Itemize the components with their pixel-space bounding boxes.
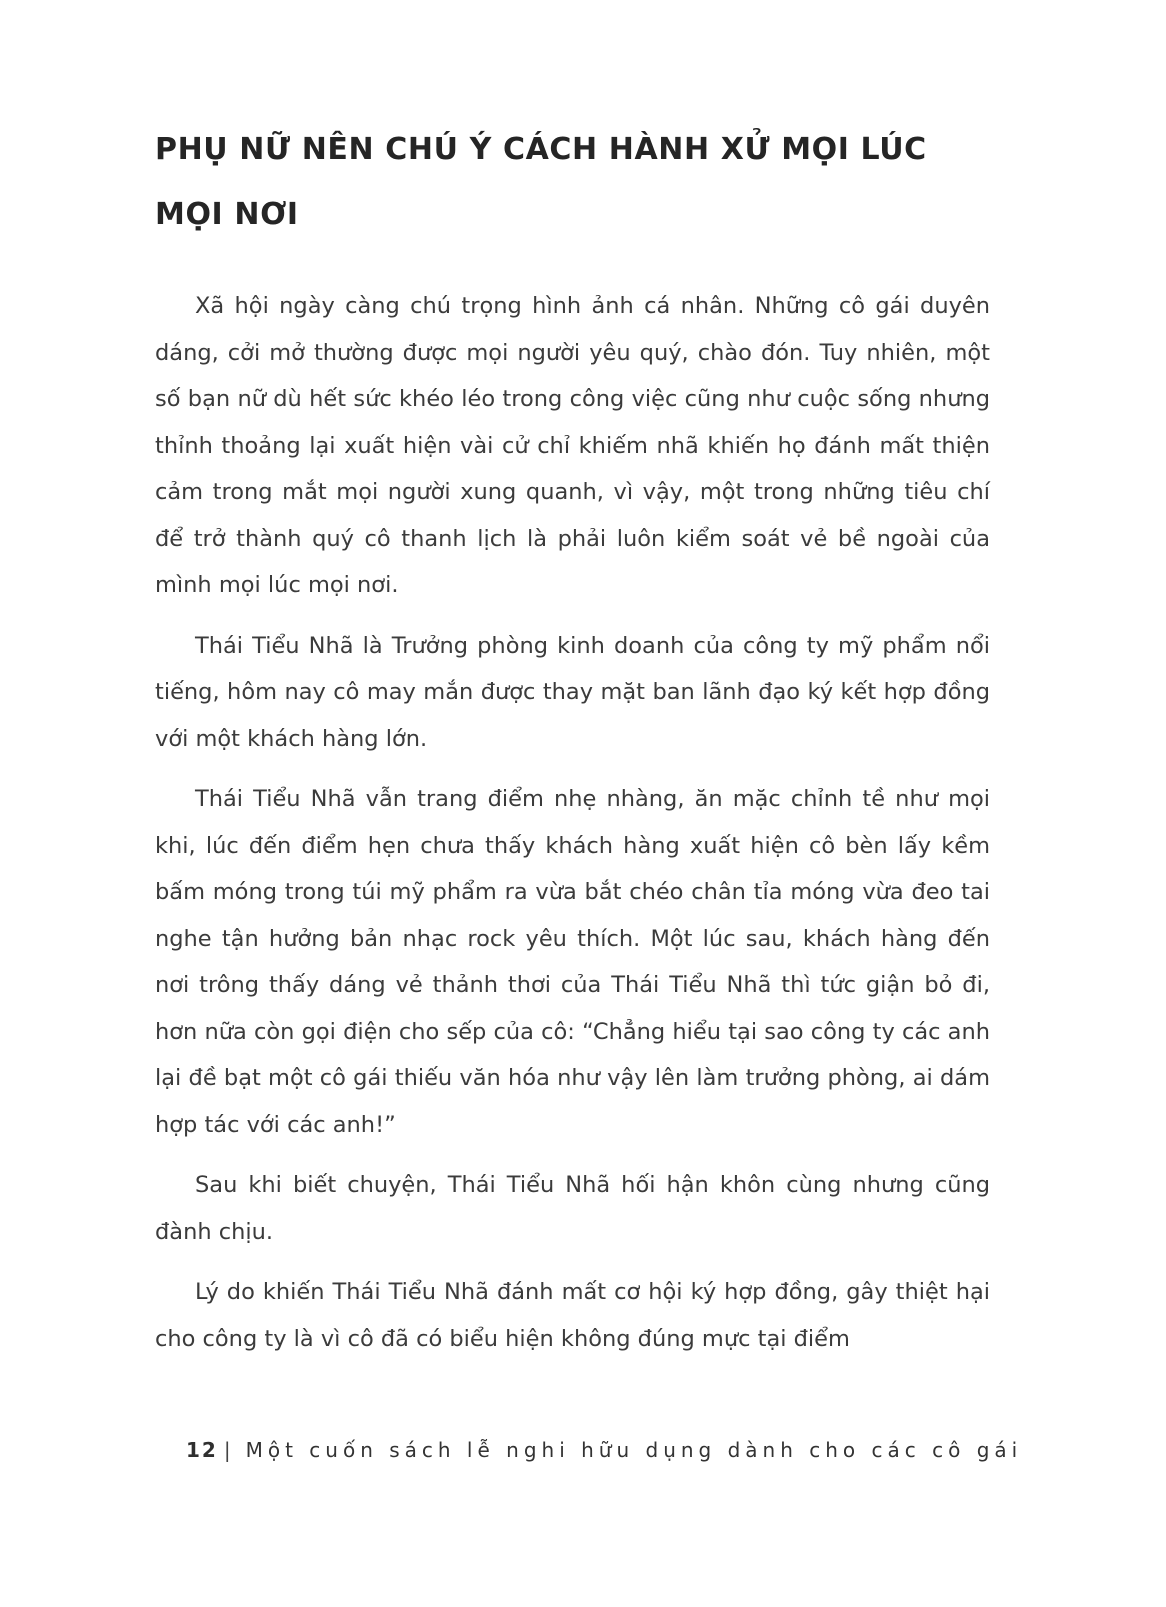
paragraph: Thái Tiểu Nhã là Trưởng phòng kinh doanh của công ty mỹ phẩm nổi tiếng, hôm nay cô may mắn được thay mặt ban lãnh đạo ký kết hợp đồng với một khách hàng lớn. (155, 632, 990, 752)
page-title: PHỤ NỮ NÊN CHÚ Ý CÁCH HÀNH XỬ MỌI LÚC MỌI NƠI (155, 132, 927, 232)
page-number: 12 (186, 1438, 218, 1462)
footer-book-title: Một cuốn sách lễ nghi hữu dụng dành cho các cô gái (245, 1438, 1023, 1462)
paragraph: Sau khi biết chuyện, Thái Tiểu Nhã hối hận khôn cùng nhưng cũng đành chịu. (155, 1172, 990, 1245)
footer-separator: | (223, 1438, 236, 1462)
body-text (155, 283, 990, 1362)
page-footer (186, 1438, 1022, 1462)
paragraph: Thái Tiểu Nhã vẫn trang điểm nhẹ nhàng, ăn mặc chỉnh tề như mọi khi, lúc đến điểm hẹn chưa thấy khách hàng xuất hiện cô bèn lấy kềm bấm móng trong túi mỹ phẩm ra vừa bắt chéo chân tỉa móng vừa đeo tai nghe tận hưởng bản nhạc rock yêu thích. Một lúc sau, khách hàng đến nơi trông thấy dáng vẻ thảnh thơi của Thái Tiểu Nhã thì tức giận bỏ đi, hơn nữa còn gọi điện cho sếp của cô: “Chẳng hiểu tại sao công ty các anh lại đề bạt một cô gái thiếu văn hóa như vậy lên làm trưởng phòng, ai dám hợp tác với các anh!” (155, 786, 990, 1138)
paragraph: Xã hội ngày càng chú trọng hình ảnh cá nhân. Những cô gái duyên dáng, cởi mở thường được mọi người yêu quý, chào đón. Tuy nhiên, một số bạn nữ dù hết sức khéo léo trong công việc cũng như cuộc sống nhưng thỉnh thoảng lại xuất hiện vài cử chỉ khiếm nhã khiến họ đánh mất thiện cảm trong mắt mọi người xung quanh, vì vậy, một trong những tiêu chí để trở thành quý cô thanh lịch là phải luôn kiểm soát vẻ bề ngoài của mình mọi lúc mọi nơi. (155, 293, 990, 598)
paragraph: Lý do khiến Thái Tiểu Nhã đánh mất cơ hội ký hợp đồng, gây thiệt hại cho công ty là vì cô đã có biểu hiện không đúng mực tại điểm (155, 1279, 990, 1352)
